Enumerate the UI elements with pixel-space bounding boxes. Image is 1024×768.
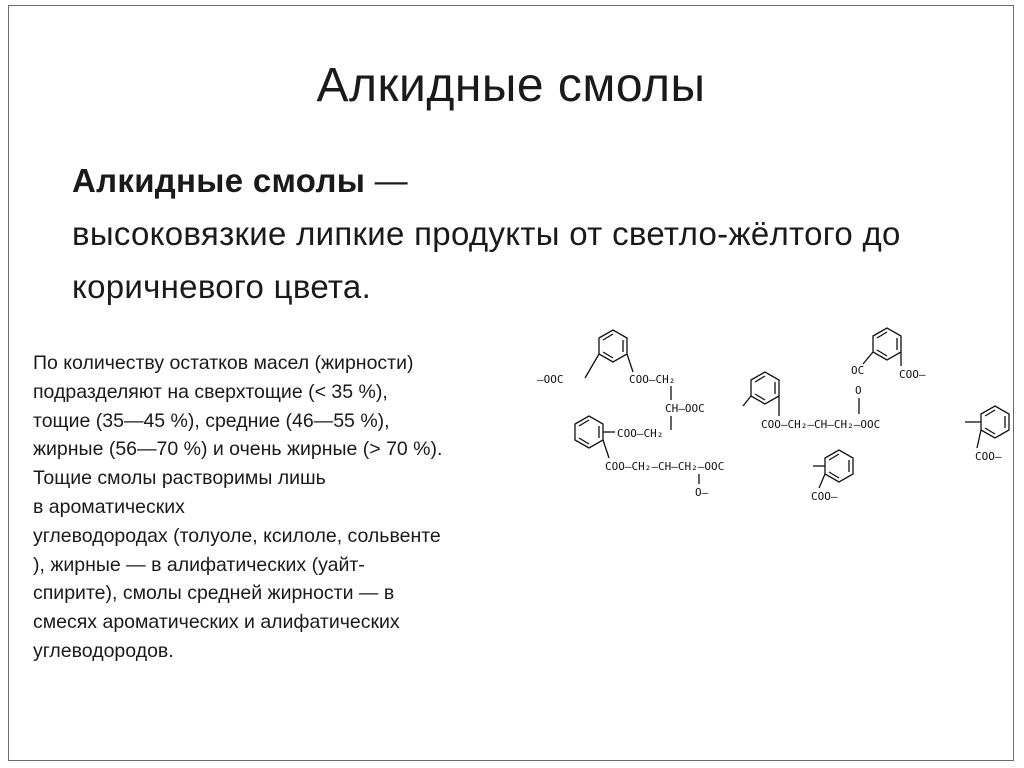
formula-label-r1-right: COO—CH₂ <box>629 373 676 386</box>
body-paragraph: По количеству остатков масел (жирности) подразделяют на сверхтощие (< 35 %), тощие (35—45 %), средние (46—55 %), жирные (56—70 %) и очень жирные (> 70 %). Тощие смолы растворимы лишь в ароматических углеводородах (толуоле, ксилоле, сольвенте ), жирные — в алифатических (уайт- спирите), смолы средней жирности — в смесях ароматических и алифатических углеводородов. <box>33 352 443 662</box>
alkyd-structural-formula <box>529 324 1013 514</box>
formula-label-o-vert: O <box>855 384 862 397</box>
formula-label-coo-right1: COO— <box>899 368 926 381</box>
definition-dash: — <box>365 162 408 199</box>
formula-label-coo-bottom: COO— <box>811 490 838 503</box>
definition-text: высоковязкие липкие продукты от светло-жёлтого до коричневого цвета. <box>72 215 901 305</box>
formula-label-ch-mid: CH—OOC <box>665 402 705 415</box>
formula-label-mid-chain: COO—CH₂—CH—CH₂—OOC <box>761 418 881 431</box>
slide <box>8 5 1014 761</box>
definition-block <box>72 154 932 313</box>
formula-label-o-bottom: O— <box>695 486 709 499</box>
formula-label-r3-left: COO—CH₂—CH—CH₂—OOC <box>605 460 725 473</box>
formula-label-coo-far-right: COO— <box>975 450 1002 463</box>
formula-label-r2-right: COO—CH₂ <box>617 427 664 440</box>
definition-term: Алкидные смолы <box>72 162 366 199</box>
formula-label-r1-left: —OOC <box>537 373 564 386</box>
formula-label-oc-top: OC <box>851 364 865 377</box>
slide-title: Алкидные смолы <box>316 59 706 112</box>
